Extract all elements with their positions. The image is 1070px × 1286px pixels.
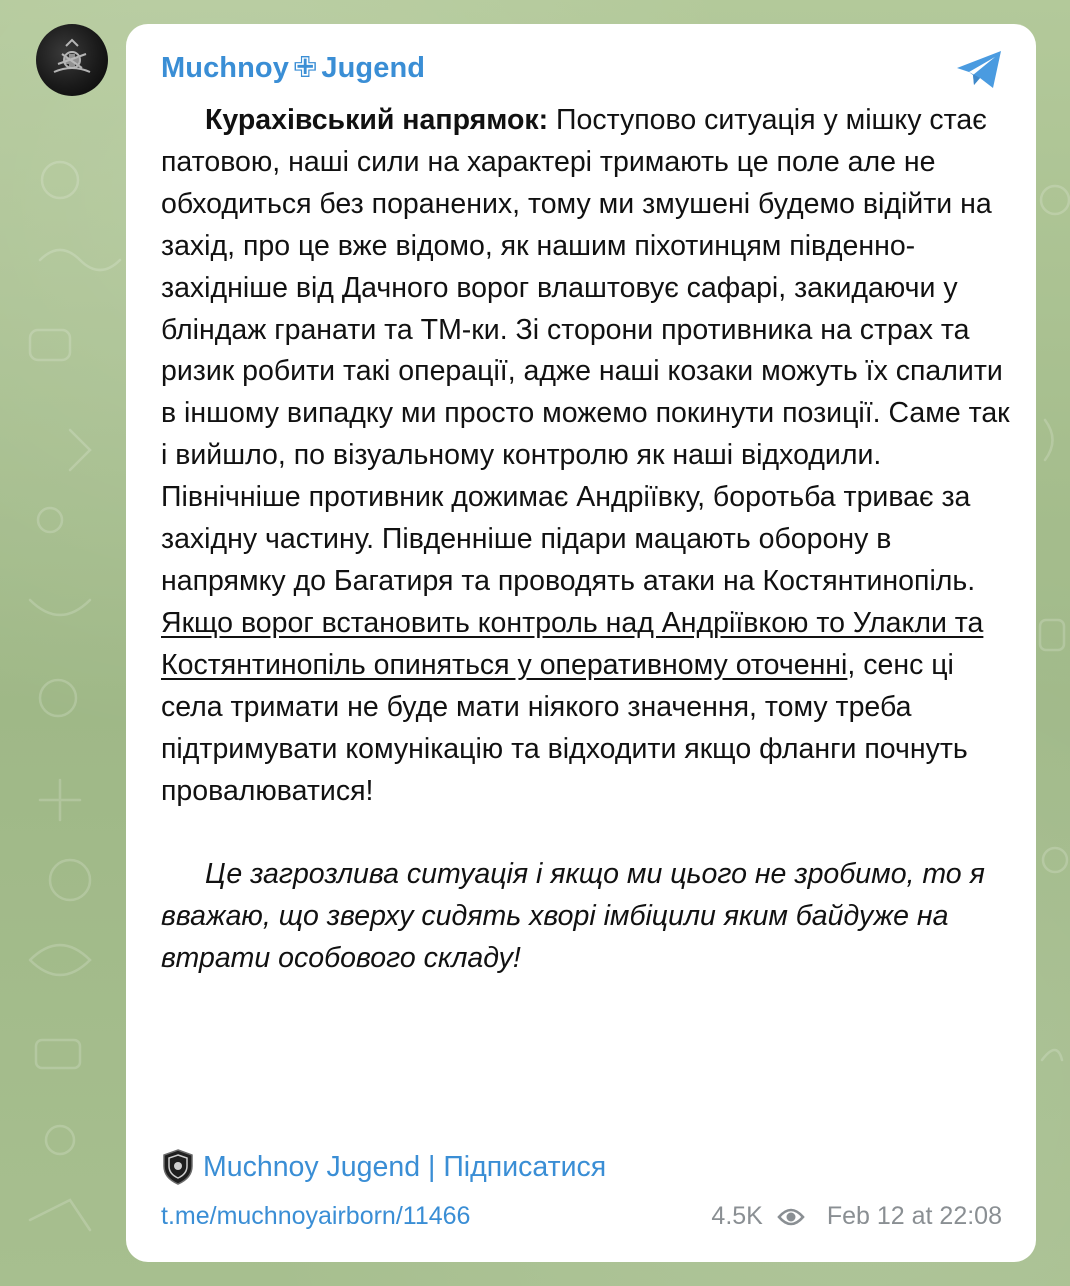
post-permalink[interactable]: t.me/muchnoyairborn/11466 <box>161 1202 471 1230</box>
subscribe-line <box>161 1148 606 1186</box>
view-count: 4.5K <box>711 1202 763 1230</box>
channel-name-separator: ✙ <box>292 52 318 84</box>
post-text-italic: Це загрозлива ситуація і якщо ми цього не зробимо, то я вважаю, що зверху сидять хворі імбіцили яким байдуже на втрати особового складу! <box>161 858 985 975</box>
post-text <box>161 100 1011 980</box>
post-heading: Курахівський напрямок: <box>205 104 549 136</box>
subscribe-action-link[interactable]: Підписатися <box>443 1150 607 1183</box>
post-timestamp: Feb 12 at 22:08 <box>826 1202 1002 1230</box>
post-paragraph-main <box>161 100 1011 812</box>
channel-name-part1: Muchnoy <box>161 52 289 84</box>
post-meta <box>711 1202 1002 1231</box>
paragraph-spacer <box>161 812 1011 854</box>
post-text-part1: Поступово ситуація у мішку стає патовою, наші сили на характері тримають це поле але не обходиться без поранених, тому ми змушені будемо відійти на захід, про це вже відомо, як нашим піхотинцям південно-західніше від Дачного ворог влаштовує сафарі, закидаючи у бліндаж гранати та ТМ-ки. Зі сторони противника на страх та ризик робити такі операції, адже наші козаки можуть їх спалити в іншому випадку ми просто можемо покинути позиції. Саме так і вийшло, по візуальному контролю як наші відходили. Північніше противник дожимає Андріївку, боротьба триває за західну частину. Південніше підари мацають оборону в напрямку до Багатиря та проводять атаки на Костянтинопіль. <box>161 104 1010 597</box>
channel-name[interactable] <box>161 50 425 85</box>
channel-name-part2: Jugend <box>321 52 426 84</box>
subscribe-channel-link[interactable]: Muchnoy Jugend <box>203 1150 421 1183</box>
message-bubble <box>126 24 1036 1262</box>
eye-icon <box>777 1207 805 1227</box>
post-paragraph-italic <box>161 854 1011 980</box>
subscribe-separator: | <box>420 1150 444 1183</box>
post-text-underlined: Якщо ворог встановить контроль над Андріївкою то Улакли та Костянтинопіль опиняться у оперативному оточенні <box>161 606 984 681</box>
telegram-share-icon[interactable] <box>954 48 1006 92</box>
shield-emblem-icon <box>161 1148 195 1186</box>
post-text-part2: , сенс ці села тримати не буде мати ніякого значення, тому треба підтримувати комунікацію та відходити якщо фланги почнуть провалюватися! <box>161 648 968 807</box>
avatar-emblem-icon <box>36 24 108 96</box>
channel-avatar[interactable] <box>36 24 108 96</box>
